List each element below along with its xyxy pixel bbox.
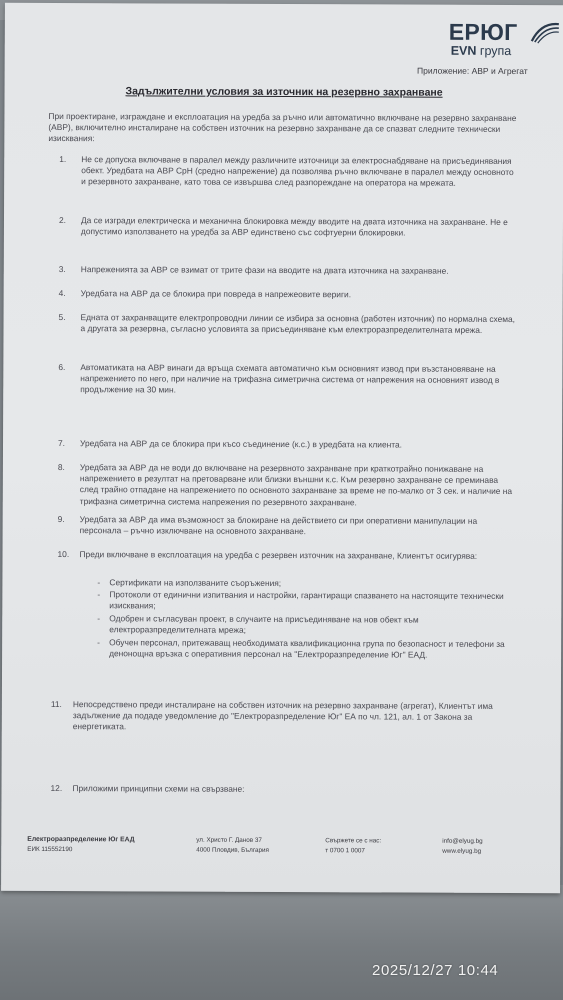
company-logo: [449, 19, 559, 63]
item-number: 9.: [57, 514, 65, 525]
footer-company: [27, 835, 134, 855]
item-number: 3.: [58, 264, 66, 275]
item-number: 2.: [58, 215, 67, 226]
item-number: 4.: [58, 288, 66, 299]
list-item: [50, 782, 521, 794]
company-eik: ЕИК 115552190: [27, 845, 73, 854]
item-number: 8.: [57, 462, 65, 473]
list-item: [58, 288, 529, 300]
background-surface: [0, 885, 563, 1000]
item-number: 7.: [57, 438, 66, 449]
list-item: [59, 154, 529, 189]
item-number: 6.: [58, 362, 66, 373]
item-text: Да се изгради електрическа и механична блокировка между вводите на двата източника на захранване. Не е допустимо използването на уредба за АВР единствено със софтуерни блокировки.: [80, 215, 508, 238]
appendix-label: Приложение: АВР и Агрегат: [416, 65, 528, 77]
sub-item-text: Сертификати на използваните съоръжения;: [109, 577, 282, 588]
list-item: [50, 698, 521, 732]
contact-email: info@elyug.bg: [442, 837, 483, 845]
sub-item-text: Протоколи от единични изпитвания и настройки, гарантиращи спазването на настоящите технически изисквания;: [109, 589, 504, 611]
footer-online: [442, 837, 482, 857]
item-number: 11.: [50, 698, 62, 710]
item-text: Приложими принципни схеми на свързване:: [72, 783, 245, 794]
item-text: Автоматиката на АВР винаги да връща схемата автоматично към основният извод при възстановяване на напрежението по него, при наличие на трифазна симетрична система от напрежения на основният извод в продължение на 30 мин.: [80, 362, 500, 395]
list-item: [58, 215, 529, 238]
list-item: [58, 264, 529, 276]
contact-label: Свържете се с нас:: [325, 837, 382, 845]
item-text: Непосредствено преди инсталиране на собствен източник на резервно захранване (агрегат), Клиентът има задължение да подаде уведомление до "Електроразпределение Юг" ЕА по чл. 121, ал. 1 от Закона за енергетиката.: [72, 699, 493, 732]
bullet-dash: -: [97, 637, 100, 648]
item-text: Не се допуска включване в паралел между различните източници за електроснабдяване на присъединявания обект. Уредбата на АВР СрН (средно напрежение) да позволява ръчно включване в паралел между основното и резервното захранване, като това се извършва след разпореждане на оператора на мрежата.: [81, 154, 514, 189]
item-text: Уредбата за АВР да има възможност за блокиране на действието си при оперативни манипулации на персонала – ръчно изключване на основното захранване.: [79, 514, 478, 537]
sub-item-text: Обучен персонал, притежаващ необходимата квалификационна група по безопасност и телефони за денонощна връзка с оперативния персонал на "Електроразпределение Юг" ЕАД.: [109, 637, 505, 660]
item-text: Напреженията за АВР се взимат от трите фази на вводите на двата източника на захранване.: [80, 264, 449, 276]
bullet-dash: -: [97, 613, 101, 624]
bullet-dash: -: [97, 577, 101, 588]
item-text: Уредбата за АВР да не води до включване на резервното захранване при краткотрайно понижаване на напрежението в резултат на претоварване или близки външни к.с. Към резервно захранване се преминава след трайно отпадане на напрежението по основното захранване за време не по-малко от 3 сек. и наличие на трифазна симетрична система напрежения по резервното захранване.: [79, 462, 513, 507]
footer-address: [196, 836, 269, 856]
photo-timestamp: 2025/12/27 10:44: [372, 962, 499, 979]
list-item: [57, 462, 528, 507]
address-street: ул. Христо Г. Данов 37: [196, 836, 262, 844]
item-text: Преди включване в експлоатация на уредба с резервен източник на захранване, Клиентът осигурява:: [79, 549, 478, 561]
logo-subtitle: EVN група: [450, 43, 512, 58]
sub-list-item: [97, 577, 517, 588]
item-text: Уредбата на АВР да се блокира при късо съединение (к.с.) в уредбата на клиента.: [79, 438, 403, 450]
list-item: [57, 549, 528, 561]
swoosh-icon: [529, 21, 561, 45]
company-name: Електроразпределение Юг ЕАД: [27, 835, 135, 844]
item-text: Уредбата на АВР да се блокира при повреда в напрежеовите вериги.: [80, 288, 352, 300]
list-item: [57, 438, 528, 450]
intro-paragraph: При проектиране, изграждане и експлоатация на уредба за ръчно или автоматично включване на резервно захранване (АВР), включително инсталиране на собствен източник на резервно захранване да се спазват следните технически изисквания:: [48, 110, 517, 144]
contact-website: www.elyug.bg: [442, 847, 482, 855]
bullet-dash: -: [97, 589, 101, 600]
document-page: [1, 3, 563, 893]
item-number: 10.: [57, 549, 70, 560]
sub-list-item: [97, 637, 517, 660]
list-item: [57, 514, 528, 537]
footer-contact: [325, 836, 381, 856]
item-number: 1.: [59, 154, 67, 165]
logo-wordmark: ЕРЮГ: [448, 18, 518, 46]
list-item: [58, 362, 528, 395]
page-title: Задължителни условия за източник на резервно захранване: [125, 85, 443, 99]
contact-phone: т 0700 1 0007: [325, 847, 365, 855]
address-city: 4000 Пловдив, България: [196, 846, 269, 854]
sub-list-item: [97, 613, 517, 636]
item-number: 12.: [50, 782, 63, 794]
sub-item-text: Одобрен и съгласуван проект, в случаите на присъединяване на нов обект към електроразпределителната мрежа;: [109, 613, 419, 636]
list-item: [58, 312, 529, 336]
item-number: 5.: [58, 312, 66, 323]
item-text: Едната от захранващите електропроводни линии се избира за основна (работен източник) по нормална схема, а другата за резервна, съгласно условията за присъединяване към електроразпределителната мрежа.: [80, 312, 516, 336]
